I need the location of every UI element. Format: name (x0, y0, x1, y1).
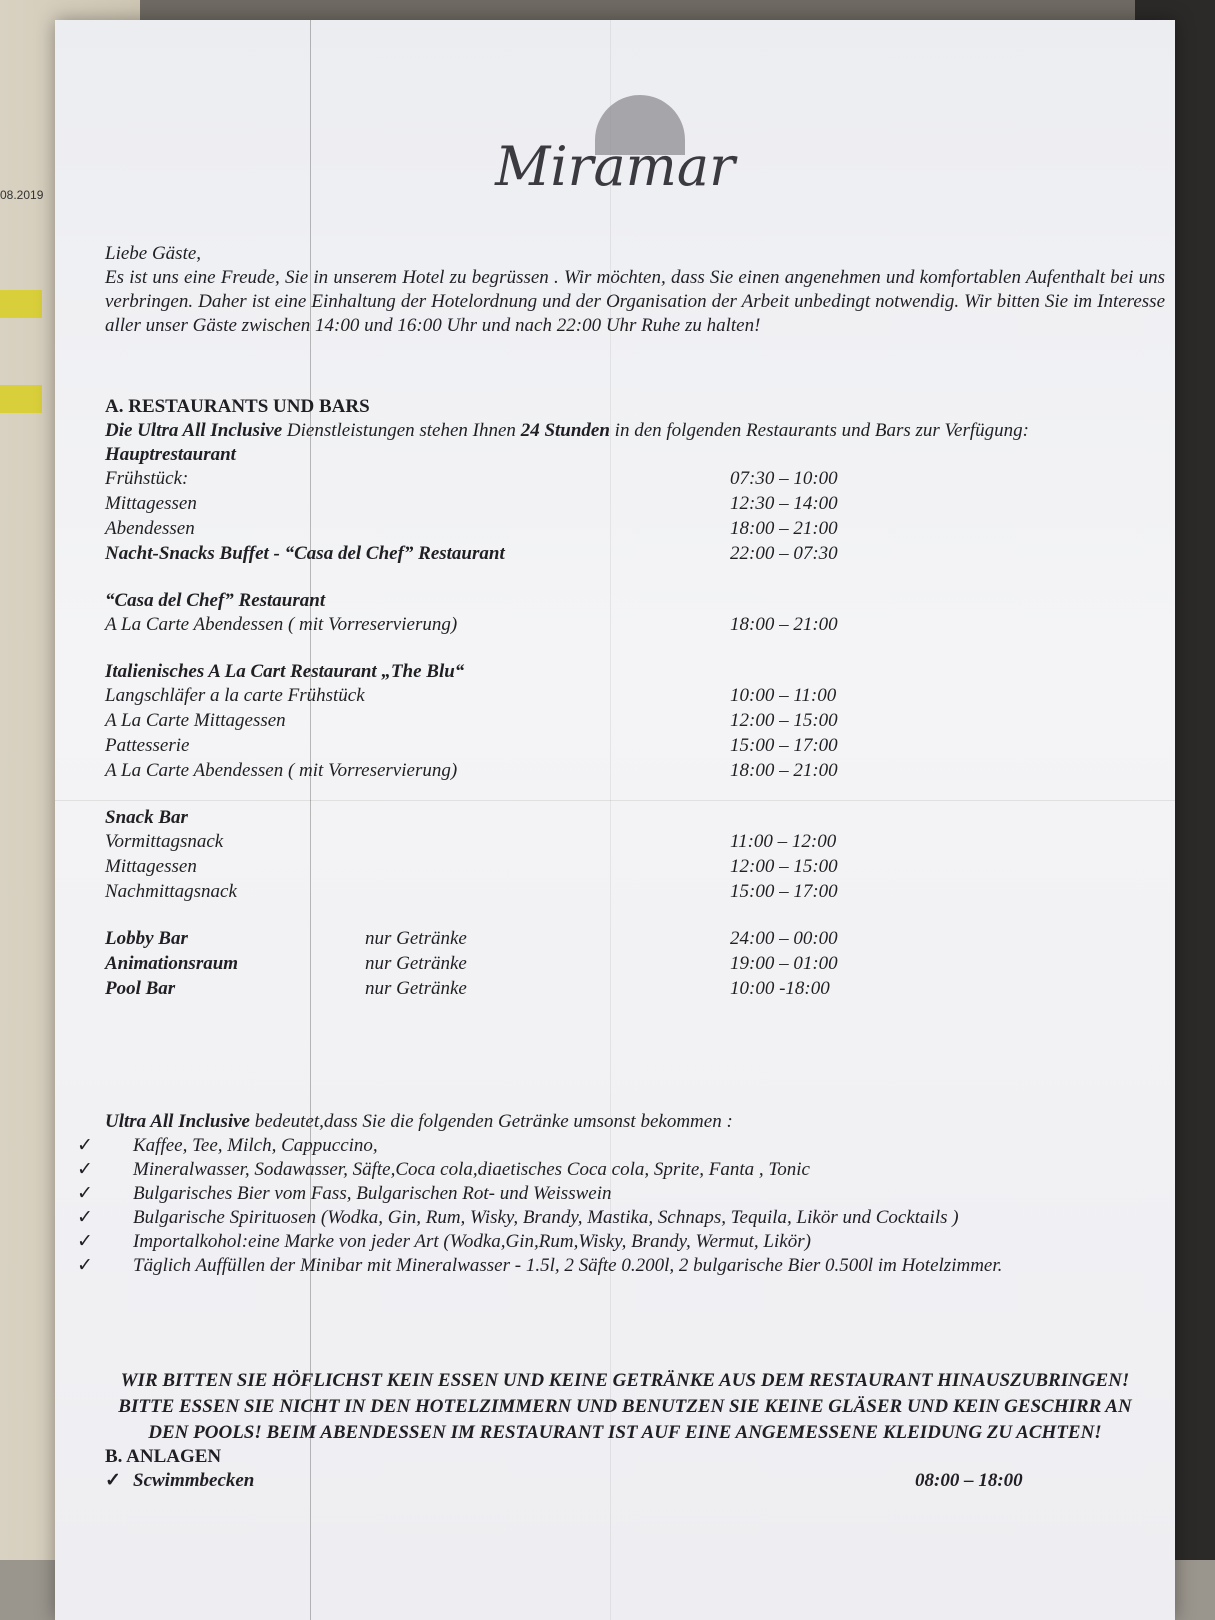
drinks-section (77, 1110, 1165, 1278)
background-date-fragment: 08.2019 (0, 188, 44, 202)
restaurant-title: Snack Bar (105, 807, 188, 828)
restaurant-group (105, 443, 1165, 567)
drink-item (77, 1134, 1165, 1158)
restaurant-group (105, 784, 1165, 905)
schedule-time: 24:00 – 00:00 (730, 928, 838, 949)
facility-time: 08:00 – 18:00 (915, 1470, 1023, 1491)
schedule-time: 19:00 – 01:00 (730, 953, 838, 974)
schedule-row (105, 709, 1165, 734)
check-icon: ✓ (77, 1255, 93, 1276)
schedule-row (105, 830, 1165, 855)
spacer (105, 567, 1165, 589)
schedule-row (105, 734, 1165, 759)
check-icon: ✓ (77, 1207, 93, 1228)
schedule-time: 18:00 – 21:00 (730, 614, 838, 635)
hotel-logo (485, 95, 745, 225)
schedule-label: A La Carte Abendessen ( mit Vorreservierung) (105, 760, 458, 781)
schedule-row (105, 684, 1165, 709)
schedule-time: 15:00 – 17:00 (730, 881, 838, 902)
logo-text: Miramar (495, 135, 735, 198)
drinks-lead (105, 1110, 1165, 1134)
schedule-time: 10:00 – 11:00 (730, 685, 837, 706)
check-icon: ✓ (77, 1231, 93, 1252)
schedule-time: 11:00 – 12:00 (730, 831, 837, 852)
section-facilities (105, 1445, 1165, 1494)
facility-row (105, 1469, 1165, 1494)
restaurant-groups (105, 443, 1165, 1002)
schedule-time: 12:00 – 15:00 (730, 710, 838, 731)
schedule-label: Lobby Bar (105, 928, 188, 949)
drink-item (77, 1230, 1165, 1254)
check-icon: ✓ (77, 1159, 93, 1180)
drink-item (77, 1254, 1165, 1278)
schedule-label: Langschläfer a la carte Frühstück (105, 685, 365, 706)
restaurant-title: Hauptrestaurant (105, 444, 236, 465)
background-tab (0, 290, 42, 318)
schedule-row (105, 467, 1165, 492)
drink-item-text: Importalkohol:eine Marke von jeder Art (Wodka,Gin,Rum,Wisky, Brandy, Wermut, Likör) (133, 1231, 811, 1252)
schedule-label: Nachmittagsnack (105, 881, 237, 902)
schedule-time: 12:00 – 15:00 (730, 856, 838, 877)
schedule-note: nur Getränke (365, 928, 467, 949)
schedule-note: nur Getränke (365, 978, 467, 999)
restaurant-group (105, 638, 1165, 784)
drink-item-text: Bulgarische Spirituosen (Wodka, Gin, Rum, Wisky, Brandy, Mastika, Schnaps, Tequila, Likör und Cocktails ) (133, 1207, 959, 1228)
schedule-row (105, 517, 1165, 542)
document-page (55, 20, 1175, 1620)
spacer (105, 905, 1165, 927)
schedule-row (105, 542, 1165, 567)
drink-item (77, 1158, 1165, 1182)
greeting: Liebe Gäste, (105, 243, 202, 264)
schedule-row (105, 952, 1165, 977)
check-icon: ✓ (105, 1470, 121, 1491)
background-tab (0, 385, 42, 413)
facility-label: Scwimmbecken (133, 1470, 255, 1491)
lead-bold: Die Ultra All Inclusive (105, 420, 283, 441)
schedule-note: nur Getränke (365, 953, 467, 974)
schedule-row (105, 880, 1165, 905)
schedule-row (105, 977, 1165, 1002)
drink-item (77, 1182, 1165, 1206)
spacer (105, 638, 1165, 660)
schedule-label: A La Carte Abendessen ( mit Vorreservierung) (105, 614, 458, 635)
intro (105, 242, 1165, 338)
drink-item-text: Kaffee, Tee, Milch, Cappuccino, (133, 1135, 378, 1156)
schedule-row (105, 855, 1165, 880)
schedule-row (105, 492, 1165, 517)
section-title: B. ANLAGEN (105, 1446, 222, 1467)
schedule-label: Nacht-Snacks Buffet - “Casa del Chef” Restaurant (105, 543, 505, 564)
schedule-label: Mittagessen (105, 856, 197, 877)
restaurant-group (105, 905, 1165, 1002)
schedule-row (105, 613, 1165, 638)
drinks-lead-bold: Ultra All Inclusive (105, 1111, 250, 1132)
schedule-label: Pattesserie (105, 735, 190, 756)
restaurant-title: Italienisches A La Cart Restaurant „The Blu“ (105, 661, 465, 682)
spacer (105, 784, 1165, 806)
section-title: A. RESTAURANTS UND BARS (105, 396, 370, 417)
schedule-label: Mittagessen (105, 493, 197, 514)
lead-hours: 24 Stunden (520, 420, 610, 441)
drink-item (77, 1206, 1165, 1230)
schedule-time: 12:30 – 14:00 (730, 493, 838, 514)
drink-item-text: Mineralwasser, Sodawasser, Säfte,Coca cola,diaetisches Coca cola, Sprite, Fanta , Tonic (133, 1159, 810, 1180)
drinks-lead-rest: bedeutet,dass Sie die folgenden Getränke umsonst bekommen : (249, 1111, 733, 1132)
section-restaurants (105, 395, 1165, 1002)
section-lead (105, 419, 1165, 443)
check-icon: ✓ (77, 1135, 93, 1156)
schedule-row (105, 927, 1165, 952)
check-icon: ✓ (77, 1183, 93, 1204)
restaurant-group (105, 567, 1165, 638)
schedule-label: A La Carte Mittagessen (105, 710, 286, 731)
restaurant-title: “Casa del Chef” Restaurant (105, 590, 326, 611)
schedule-time: 18:00 – 21:00 (730, 760, 838, 781)
lead-end: in den folgenden Restaurants und Bars zur Verfügung: (609, 420, 1029, 441)
schedule-row (105, 759, 1165, 784)
schedule-label: Vormittagsnack (105, 831, 224, 852)
intro-paragraph: Es ist uns eine Freude, Sie in unserem Hotel zu begrüssen . Wir möchten, dass Sie einen angenehmen und komfortablen Aufenthalt bei uns verbringen. Daher ist eine Einhaltung der Hotelordnung und der Organisation der Arbeit unbedingt notwendig. Wir bitten Sie im Interesse aller unser Gäste zwischen 14:00 und 16:00 Uhr und nach 22:00 Uhr Ruhe zu halten! (105, 267, 1165, 336)
schedule-time: 07:30 – 10:00 (730, 468, 838, 489)
schedule-time: 22:00 – 07:30 (730, 543, 838, 564)
schedule-label: Frühstück: (105, 468, 189, 489)
drink-item-text: Bulgarisches Bier vom Fass, Bulgarischen Rot- und Weisswein (133, 1183, 612, 1204)
schedule-label: Animationsraum (105, 953, 239, 974)
lead-mid: Dienstleistungen stehen Ihnen (282, 420, 521, 441)
schedule-label: Pool Bar (105, 978, 176, 999)
facility-item (105, 1469, 254, 1493)
drink-item-text: Täglich Auffüllen der Minibar mit Mineralwasser - 1.5l, 2 Säfte 0.200l, 2 bulgarische Bier 0.500l im Hotelzimmer. (133, 1255, 1003, 1276)
schedule-time: 15:00 – 17:00 (730, 735, 838, 756)
notice-text: WIR BITTEN SIE HÖFLICHST KEIN ESSEN UND KEINE GETRÄNKE AUS DEM RESTAURANT HINAUSZUBRINGEN! BITTE ESSEN SIE NICHT IN DEN HOTELZIMMERN UND BENUTZEN SIE KEINE GLÄSER UND KEIN GESCHIRR AN DEN POOLS! BEIM ABENDESSEN IM RESTAURANT IST AUF EINE ANGEMESSENE KLEIDUNG ZU ACHTEN! (118, 1370, 1132, 1443)
drinks-list (77, 1134, 1165, 1278)
schedule-time: 10:00 -18:00 (730, 978, 830, 999)
schedule-time: 18:00 – 21:00 (730, 518, 838, 539)
schedule-label: Abendessen (105, 518, 195, 539)
